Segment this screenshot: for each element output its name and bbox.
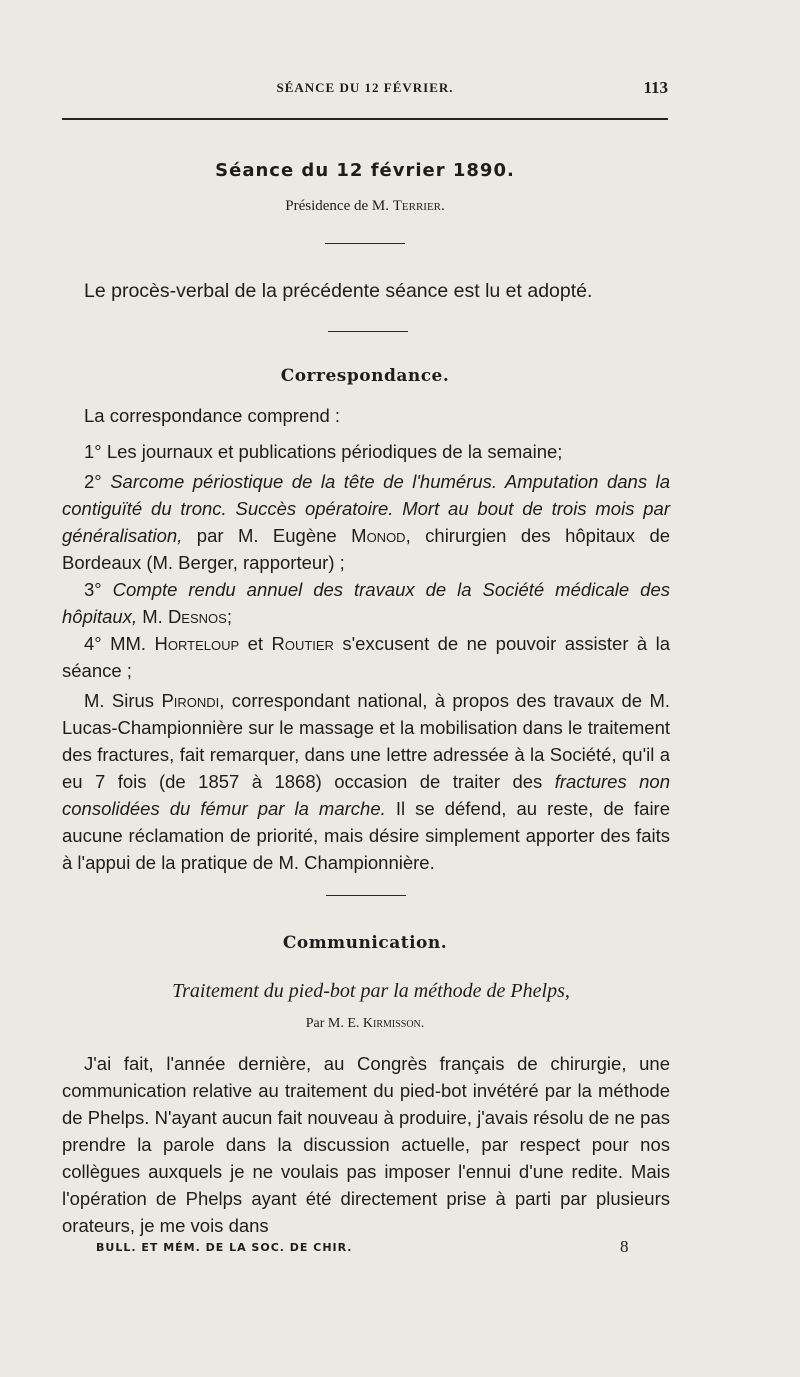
communication-body: J'ai fait, l'année dernière, au Congrès français de chirurgie, une communication relative au traitement du pied-bot invétéré par la méthode de Phelps. N'ayant aucun fait nouveau à produire, j'avais résolu de ne pas prendre la parole dans la discussion actuelle, par respect pour nos collègues auxquels je ne voulais pas imposer l'ennui d'une redite. Mais l'opération de Phelps ayant été directement prise à parti par plusieurs orateurs, je me vois dans xyxy=(62,1053,670,1236)
item-2-by: par M. Eugène xyxy=(196,525,337,546)
correspondance-item-3 xyxy=(62,576,670,630)
seance-title: Séance du 12 février 1890. xyxy=(215,160,515,181)
item-3-number: 3° xyxy=(84,579,102,600)
item-2-number: 2° xyxy=(84,471,102,492)
correspondance-item-1: 1° Les journaux et publications périodiques de la semaine; xyxy=(84,441,563,462)
separator-rule xyxy=(328,331,408,332)
pirondi-text-1: correspondant national, à propos des travaux de M. Lucas-Championnière sur le massage et la mobilisation dans le traitement des fractures, fait remarquer, dans une lettre adressée à la Société, qu'il a eu 7 fois (de 1857 à 1868) occasion de traiter des xyxy=(62,690,671,792)
proces-verbal: Le procès-verbal de la précédente séance est lu et adopté. xyxy=(84,280,593,302)
communication-title: Traitement du pied-bot par la méthode de Phelps, xyxy=(172,980,570,1002)
president-name: Terrier. xyxy=(392,198,445,214)
item-2-title: Sarcome périostique de la tête de l'humérus. Amputation dans la contiguïté du tronc. Succès opératoire. Mort au bout de trois mois par généralisation, xyxy=(62,471,671,546)
header-rule xyxy=(62,118,668,120)
page-number: 113 xyxy=(643,78,668,97)
pirondi-paragraph xyxy=(62,687,670,876)
author-name: Kirmisson. xyxy=(362,1016,425,1031)
correspondance-intro: La correspondance comprend : xyxy=(84,405,341,426)
running-title: SÉANCE DU 12 FÉVRIER. xyxy=(276,80,454,95)
item-3-end: ; xyxy=(226,606,232,627)
item-4-name-1: Horteloup xyxy=(154,633,240,654)
communication-author-line xyxy=(0,1016,730,1032)
running-head xyxy=(62,80,668,102)
item-3-title: Compte rendu annuel des travaux de la Société médicale des hôpitaux, xyxy=(62,579,671,627)
presidence-line xyxy=(0,198,730,215)
communication-heading: Communication. xyxy=(282,933,448,953)
pirondi-text-2: Il se défend, au reste, de faire aucune réclamation de priorité, mais désire simplement apporter des faits à l'appui de la pratique de M. Championnière. xyxy=(62,798,671,873)
item-4-name-2: Routier xyxy=(271,633,334,654)
item-4-number: 4° MM. xyxy=(84,633,147,654)
signature-mark: 8 xyxy=(620,1237,629,1256)
author-prefix: Par M. E. xyxy=(305,1016,360,1031)
pirondi-name: Pirondi, xyxy=(161,690,225,711)
pirondi-start: M. Sirus xyxy=(84,690,155,711)
correspondance-heading: Correspondance. xyxy=(280,366,450,386)
journal-signature: BULL. ET MÉM. DE LA SOC. DE CHIR. xyxy=(96,1241,353,1254)
correspondance-item-2 xyxy=(62,468,670,576)
pirondi-italic: fractures non consolidées du fémur par la marche. xyxy=(62,771,671,819)
item-4-rest: s'excusent de ne pouvoir assister à la séance ; xyxy=(62,633,671,681)
separator-rule xyxy=(326,895,406,896)
item-2-rest: chirurgien des hôpitaux de Bordeaux (M. Berger, rapporteur) ; xyxy=(62,525,671,573)
correspondance-item-4 xyxy=(62,630,670,684)
item-3-by: M. xyxy=(142,606,163,627)
separator-rule xyxy=(325,243,405,244)
item-3-author: Desnos xyxy=(167,606,227,627)
presidence-prefix: Présidence de M. xyxy=(285,198,389,214)
item-4-and: et xyxy=(247,633,264,654)
item-2-author: Monod, xyxy=(351,525,411,546)
